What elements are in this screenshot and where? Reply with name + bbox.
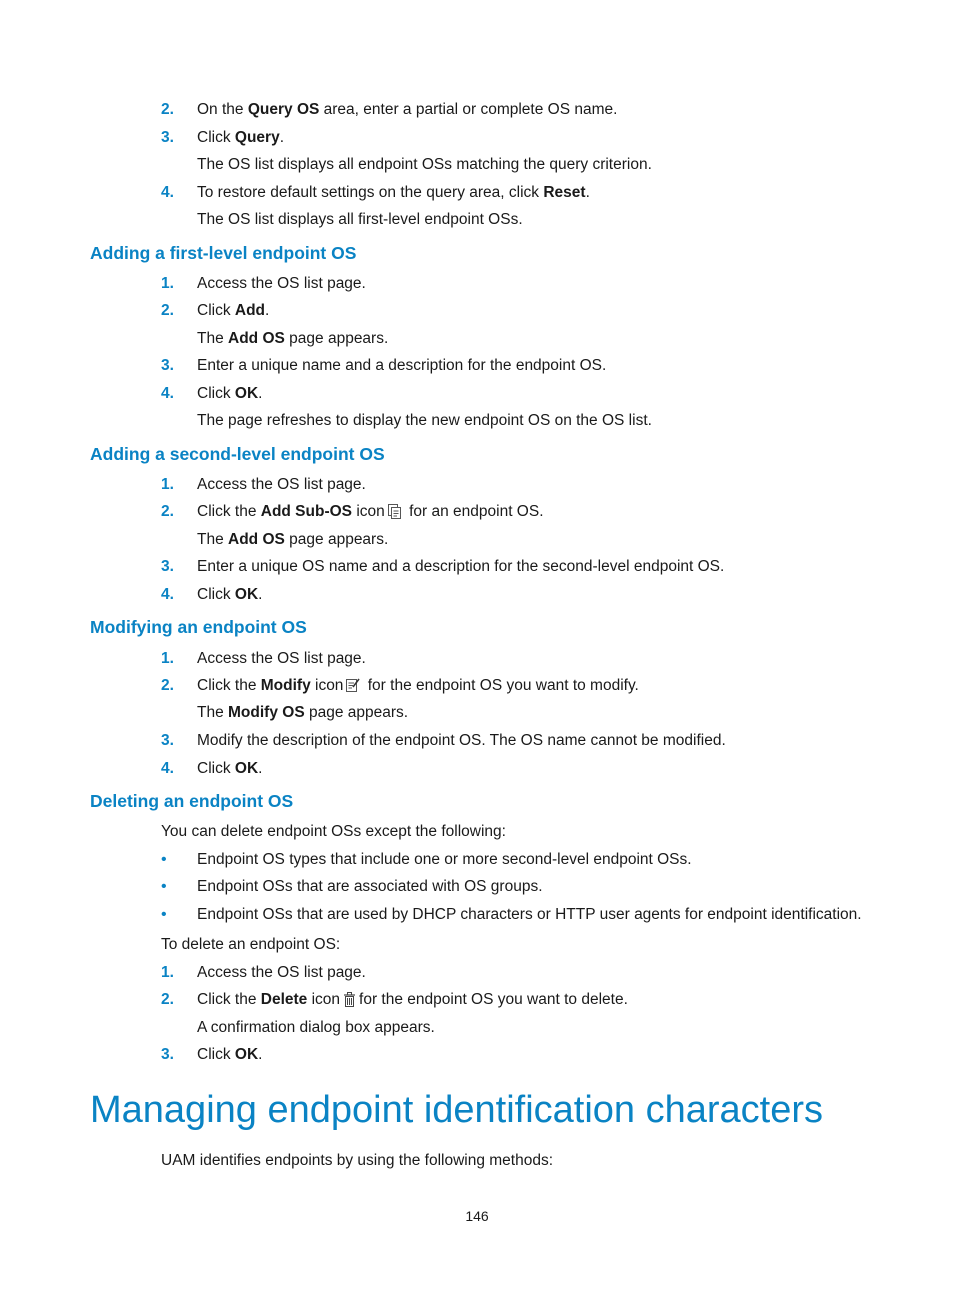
step-note: A confirmation dialog box appears.	[197, 1019, 435, 1036]
bullet-icon: •	[161, 906, 167, 923]
step-text: The	[197, 531, 229, 548]
ui-term: Modify OS	[228, 704, 305, 721]
step-number: 4.	[161, 760, 174, 777]
ui-term: Query	[234, 129, 280, 146]
step-number: 4.	[161, 586, 174, 603]
ui-term: Delete	[260, 991, 308, 1008]
step-number: 3.	[161, 1046, 174, 1063]
page-number: 146	[465, 1208, 489, 1224]
step-text: Modify the description of the endpoint OS. The OS name cannot be modified.	[197, 732, 726, 749]
step-text: The	[197, 704, 229, 721]
step-number: 2.	[161, 991, 174, 1008]
delete-icon	[343, 992, 356, 1013]
step-text: Access the OS list page.	[197, 964, 366, 981]
step-number: 4.	[161, 184, 174, 201]
step-text: Access the OS list page.	[197, 275, 366, 292]
bullet-text: Endpoint OSs that are used by DHCP characters or HTTP user agents for endpoint identification.	[197, 906, 862, 923]
step-text: .	[279, 129, 285, 146]
ui-term: OK	[234, 586, 259, 603]
step-text: .	[258, 1046, 263, 1063]
step-text: icon	[307, 991, 341, 1008]
step-text: Enter a unique name and a description for the endpoint OS.	[197, 357, 607, 374]
step-note: The page refreshes to display the new endpoint OS on the OS list.	[197, 412, 652, 429]
step-text: for the endpoint OS you want to modify.	[363, 677, 639, 694]
step-text: icon	[310, 677, 344, 694]
step-text: Click	[197, 1046, 235, 1063]
step-number: 2.	[161, 677, 174, 694]
step-text: .	[265, 302, 270, 319]
ui-term: Add Sub-OS	[260, 503, 353, 520]
bullet-icon: •	[161, 851, 167, 868]
step-number: 3.	[161, 558, 174, 575]
step-text: .	[585, 184, 590, 201]
step-number: 2.	[161, 503, 174, 520]
step-text: Click	[197, 586, 235, 603]
step-text: Click	[197, 302, 235, 319]
step-text: Click the	[197, 677, 261, 694]
ui-term: OK	[234, 760, 259, 777]
step-number: 2.	[161, 101, 174, 118]
step-text: Click	[197, 385, 235, 402]
step-text: area, enter a partial or complete OS name.	[319, 101, 618, 118]
chapter-title: Managing endpoint identification characters	[90, 1089, 824, 1131]
step-text: Click the	[197, 991, 261, 1008]
step-text: To restore default settings on the query area, click	[197, 184, 544, 201]
step-text: for an endpoint OS.	[404, 503, 544, 520]
step-text: .	[258, 760, 263, 777]
step-note: The OS list displays all endpoint OSs matching the query criterion.	[197, 156, 652, 173]
chapter-intro-text: UAM identifies endpoints by using the following methods:	[161, 1152, 554, 1169]
step-text: .	[258, 385, 263, 402]
step-text: .	[258, 586, 263, 603]
ui-term: Reset	[543, 184, 586, 201]
step-text: for the endpoint OS you want to delete.	[359, 991, 628, 1008]
step-text: Access the OS list page.	[197, 476, 366, 493]
step-note: The OS list displays all first-level endpoint OSs.	[197, 211, 523, 228]
step-text: On the	[197, 101, 248, 118]
ui-term: Modify	[260, 677, 311, 694]
ui-term: Add OS	[228, 531, 285, 548]
step-text: page appears.	[284, 330, 389, 347]
step-number: 1.	[161, 964, 174, 981]
modify-icon	[346, 678, 360, 699]
section-heading-delete: Deleting an endpoint OS	[90, 791, 294, 811]
ui-term: OK	[234, 385, 259, 402]
step-text: Access the OS list page.	[197, 650, 366, 667]
step-text: page appears.	[284, 531, 389, 548]
ui-term: OK	[234, 1046, 259, 1063]
section-heading-modify: Modifying an endpoint OS	[90, 617, 307, 637]
step-number: 1.	[161, 275, 174, 292]
step-number: 2.	[161, 302, 174, 319]
intro-text: You can delete endpoint OSs except the following:	[161, 823, 506, 840]
step-number: 3.	[161, 129, 174, 146]
step-text: Enter a unique OS name and a description for the second-level endpoint OS.	[197, 558, 725, 575]
section-heading-add-first-level: Adding a first-level endpoint OS	[90, 243, 357, 263]
step-number: 1.	[161, 650, 174, 667]
step-text: page appears.	[304, 704, 409, 721]
bullet-icon: •	[161, 878, 167, 895]
step-number: 3.	[161, 732, 174, 749]
step-text: icon	[352, 503, 385, 520]
ui-term: Add	[234, 302, 266, 319]
step-number: 1.	[161, 476, 174, 493]
step-text: Click	[197, 760, 235, 777]
step-number: 4.	[161, 385, 174, 402]
bullet-text: Endpoint OS types that include one or more second-level endpoint OSs.	[197, 851, 692, 868]
add-sub-os-icon	[388, 504, 402, 525]
step-text: Click the	[197, 503, 261, 520]
lead-text: To delete an endpoint OS:	[161, 936, 341, 953]
ui-term: Query OS	[247, 101, 320, 118]
step-text: The	[197, 330, 229, 347]
section-heading-add-second-level: Adding a second-level endpoint OS	[90, 444, 385, 464]
ui-term: Add OS	[228, 330, 285, 347]
step-text: Click	[197, 129, 235, 146]
step-number: 3.	[161, 357, 174, 374]
bullet-text: Endpoint OSs that are associated with OS groups.	[197, 878, 543, 895]
